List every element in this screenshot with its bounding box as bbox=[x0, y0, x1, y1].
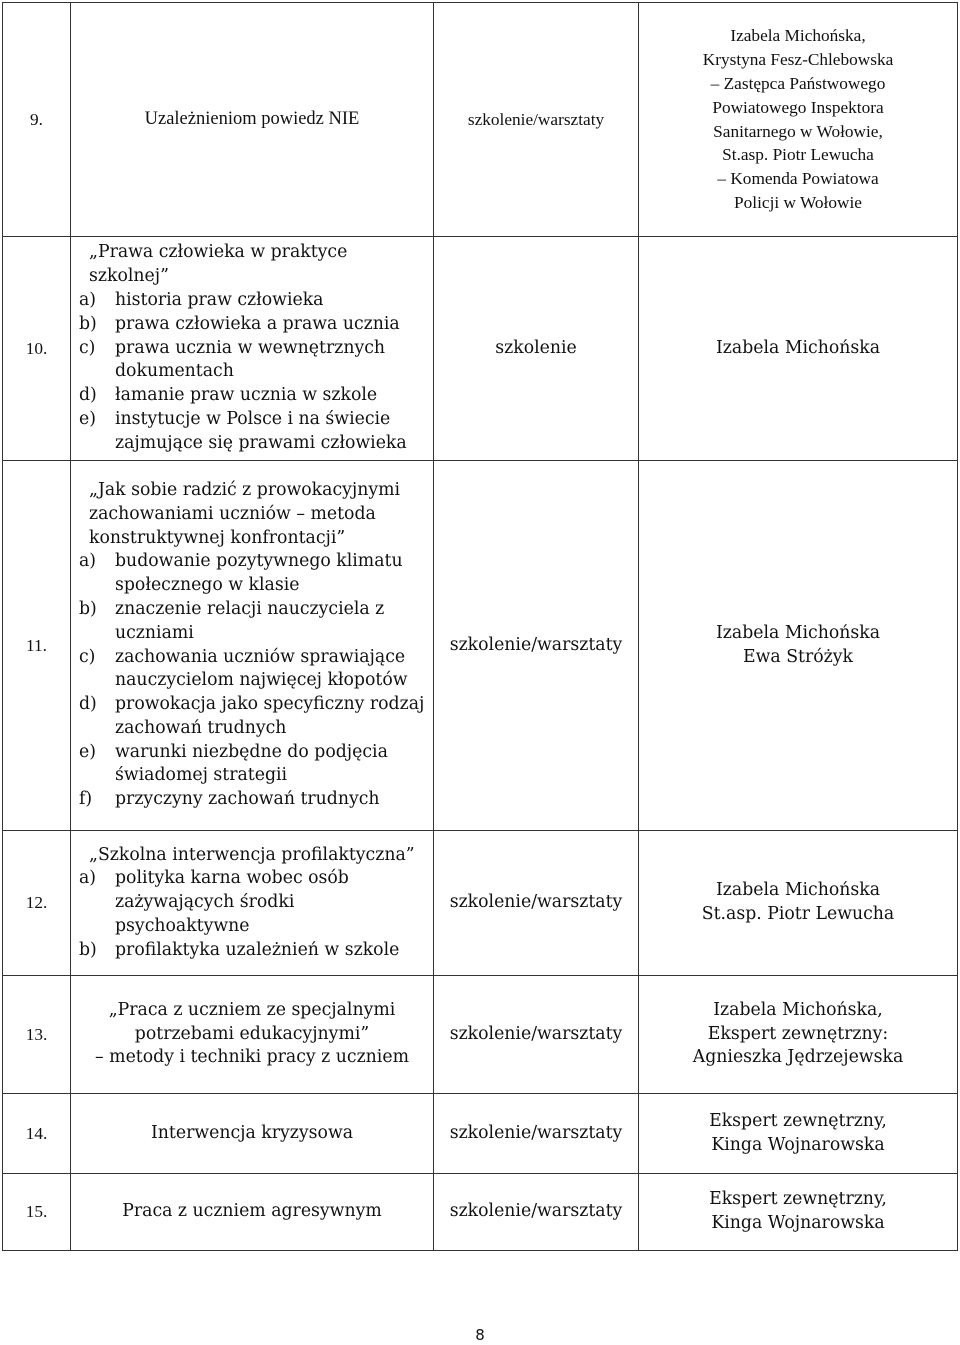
list-item: e) instytucje w Polsce i na świecie zajmujące się prawami człowieka bbox=[79, 408, 407, 453]
author-line: Kinga Wojnarowska bbox=[711, 1134, 885, 1155]
author-line: Kinga Wojnarowska bbox=[711, 1213, 885, 1233]
author-line: Agnieszka Jędrzejewska bbox=[692, 1047, 904, 1068]
author-line: St.asp. Piotr Lewucha bbox=[701, 904, 895, 924]
row-number: 11. bbox=[3, 461, 71, 831]
title-line: – metody i techniki pracy z uczniem bbox=[95, 1047, 409, 1068]
title-text: Uzależnieniom powiedz NIE bbox=[144, 108, 360, 129]
list-item: d) prowokacja jako specyficzny rodzaj zachowań trudnych bbox=[79, 694, 425, 738]
author-line: Ekspert zewnętrzny, bbox=[709, 1110, 887, 1131]
list-item: a) polityka karna wobec osób zażywających środki psychoaktywne bbox=[79, 868, 349, 936]
list-item: b) profilaktyka uzależnień w szkole bbox=[79, 939, 400, 960]
table-row bbox=[3, 831, 958, 976]
title-text: Interwencja kryzysowa bbox=[150, 1122, 354, 1143]
author-line: Izabela Michońska bbox=[715, 880, 881, 901]
topic-list bbox=[77, 867, 427, 962]
title-heading: „Szkolna interwencja profilaktyczna” bbox=[89, 844, 415, 865]
row-authors bbox=[639, 1174, 958, 1251]
table-row bbox=[3, 3, 958, 237]
page-number: 8 bbox=[475, 1326, 485, 1344]
author-line: Izabela Michońska, bbox=[713, 999, 883, 1020]
row-form: szkolenie/warsztaty bbox=[434, 1094, 639, 1174]
table-row bbox=[3, 1174, 958, 1251]
table-row bbox=[3, 461, 958, 831]
row-form: szkolenie/warsztaty bbox=[434, 1174, 639, 1251]
author-line: Izabela Michońska bbox=[715, 337, 881, 358]
list-item: d) łamanie praw ucznia w szkole bbox=[79, 385, 378, 406]
row-title bbox=[71, 976, 434, 1094]
title-heading: „Jak sobie radzić z prowokacyjnymi zachowaniami uczniów – metoda konstruktywnej konfrontacji” bbox=[89, 479, 401, 548]
author-line: Ewa Stróżyk bbox=[743, 646, 853, 667]
title-line: potrzebami edukacyjnymi” bbox=[134, 1023, 370, 1044]
row-number: 13. bbox=[3, 976, 71, 1094]
row-form: szkolenie/warsztaty bbox=[434, 461, 639, 831]
row-form: szkolenie/warsztaty bbox=[434, 3, 639, 237]
row-form: szkolenie/warsztaty bbox=[434, 976, 639, 1094]
row-authors bbox=[639, 1094, 958, 1174]
list-item: c) zachowania uczniów sprawiające nauczycielom najwięcej kłopotów bbox=[79, 646, 408, 691]
author-line: Krystyna Fesz-Chlebowska bbox=[702, 50, 894, 70]
row-authors bbox=[639, 831, 958, 976]
list-item: a) budowanie pozytywnego klimatu społecznego w klasie bbox=[79, 551, 403, 596]
list-item: a) historia praw człowieka bbox=[79, 290, 324, 310]
row-number: 14. bbox=[3, 1094, 71, 1174]
row-title bbox=[71, 237, 434, 461]
row-authors bbox=[639, 3, 958, 237]
table-row bbox=[3, 237, 958, 461]
list-item: f) przyczyny zachowań trudnych bbox=[79, 789, 380, 810]
topic-list bbox=[77, 289, 427, 456]
list-item: b) znaczenie relacji nauczyciela z uczniami bbox=[79, 598, 385, 643]
author-line: Izabela Michońska, bbox=[730, 26, 866, 46]
row-form: szkolenie/warsztaty bbox=[434, 831, 639, 976]
author-line: Powiatowego Inspektora bbox=[712, 97, 884, 117]
title-line: „Praca z uczniem ze specjalnymi bbox=[108, 999, 396, 1020]
row-authors bbox=[639, 461, 958, 831]
author-line: St.asp. Piotr Lewucha bbox=[722, 145, 874, 165]
author-line: Ekspert zewnętrzny, bbox=[709, 1189, 887, 1210]
author-line: Sanitarnego w Wołowie, bbox=[713, 121, 883, 141]
row-title bbox=[71, 831, 434, 976]
author-line: Policji w Wołowie bbox=[734, 192, 862, 212]
list-item: b) prawa człowieka a prawa ucznia bbox=[79, 313, 400, 334]
list-item: e) warunki niezbędne do podjęcia świadomej strategii bbox=[79, 741, 388, 786]
row-authors bbox=[639, 976, 958, 1094]
row-number: 12. bbox=[3, 831, 71, 976]
author-line: – Komenda Powiatowa bbox=[717, 169, 879, 189]
row-form: szkolenie bbox=[434, 237, 639, 461]
row-title bbox=[71, 1094, 434, 1174]
training-table bbox=[2, 2, 958, 1251]
row-number: 9. bbox=[3, 3, 71, 237]
author-line: Ekspert zewnętrzny: bbox=[707, 1023, 889, 1044]
table-row bbox=[3, 1094, 958, 1174]
title-text: Praca z uczniem agresywnym bbox=[122, 1201, 382, 1222]
topic-list bbox=[77, 550, 427, 812]
list-item: c) prawa ucznia w wewnętrznych dokumentach bbox=[79, 337, 386, 382]
row-title bbox=[71, 3, 434, 237]
title-heading: „Prawa człowieka w praktyce szkolnej” bbox=[89, 242, 348, 287]
row-title bbox=[71, 461, 434, 831]
author-line: – Zastępca Państwowego bbox=[710, 73, 886, 93]
author-line: Izabela Michońska bbox=[715, 622, 881, 643]
row-number: 10. bbox=[3, 237, 71, 461]
table-row bbox=[3, 976, 958, 1094]
row-authors bbox=[639, 237, 958, 461]
row-number: 15. bbox=[3, 1174, 71, 1251]
row-title bbox=[71, 1174, 434, 1251]
